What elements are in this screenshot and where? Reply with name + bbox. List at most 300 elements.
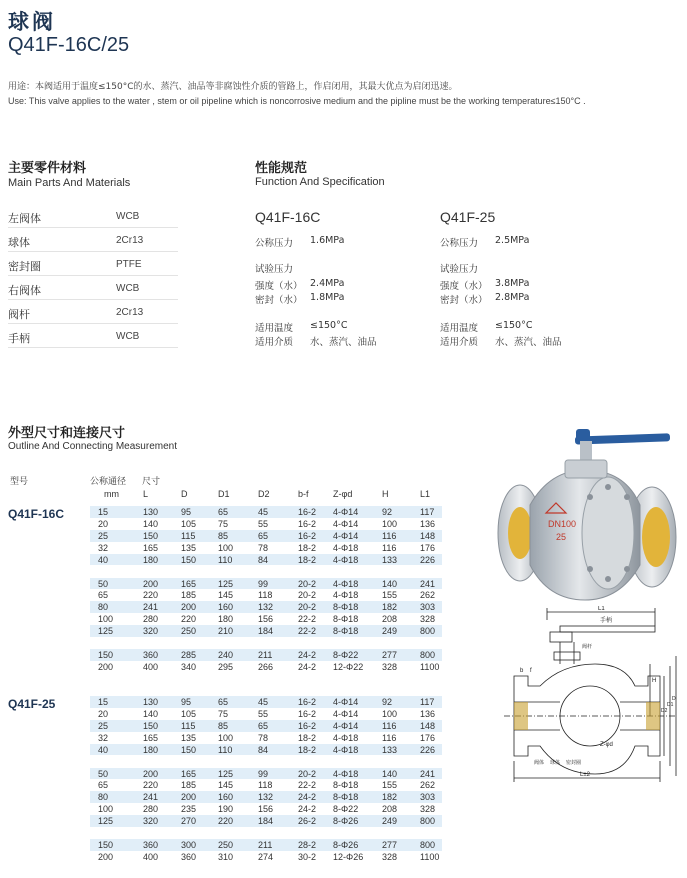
part-name: 密封圈 — [8, 260, 41, 273]
cell-d: 340 — [181, 661, 197, 672]
drawing-label-stem: 阀杆 — [582, 644, 593, 650]
spec-value: 水、蒸汽、油品 — [495, 337, 562, 348]
cell-l1: 148 — [420, 720, 436, 731]
drawing-label-l: L±2 — [580, 772, 590, 778]
spec-value: 1.6MPa — [310, 235, 345, 246]
cell-bf: 24-2 — [298, 650, 317, 660]
cell-d1: 220 — [218, 816, 234, 827]
cell-d: 270 — [181, 816, 197, 827]
table-model-label: Q41F-16C — [8, 507, 65, 521]
cell-l: 241 — [143, 602, 159, 613]
cell-l1: 800 — [420, 840, 436, 850]
cell-h: 133 — [382, 554, 398, 565]
cell-l: 180 — [143, 554, 159, 565]
cell-d2: 132 — [258, 792, 274, 803]
cell-dn: 25 — [98, 720, 109, 731]
cell-l1: 148 — [420, 530, 436, 541]
spec-label: 强度（水） — [440, 281, 488, 292]
cell-zd: 4-Φ18 — [333, 554, 359, 565]
cell-l: 320 — [143, 816, 159, 827]
cell-dn: 15 — [98, 507, 109, 517]
cell-d1: 100 — [218, 732, 234, 743]
cell-d1: 310 — [218, 851, 234, 862]
cell-l1: 1100 — [420, 851, 440, 862]
spec-label: 试验压力 — [255, 264, 294, 275]
cell-l: 150 — [143, 720, 159, 731]
cell-d2: 65 — [258, 530, 269, 541]
cell-d: 165 — [181, 768, 197, 779]
spec-label: 适用温度 — [440, 323, 479, 334]
cell-d2: 266 — [258, 661, 274, 672]
cell-d1: 125 — [218, 768, 234, 779]
cell-l1: 800 — [420, 816, 436, 827]
cell-l: 180 — [143, 744, 159, 755]
cell-bf: 20-2 — [298, 590, 317, 601]
cell-l1: 117 — [420, 507, 435, 517]
cell-d: 220 — [181, 614, 197, 625]
cell-l: 400 — [143, 661, 159, 672]
cell-l1: 136 — [420, 708, 436, 719]
cell-dn: 80 — [98, 792, 109, 803]
cell-d: 150 — [181, 744, 197, 755]
part-material: WCB — [116, 331, 140, 342]
cell-d1: 125 — [218, 578, 234, 589]
cell-l1: 303 — [420, 602, 436, 613]
cell-h: 92 — [382, 507, 393, 517]
cell-d2: 184 — [258, 816, 274, 827]
cell-d: 115 — [181, 720, 196, 731]
cell-d1: 85 — [218, 530, 229, 541]
cell-l1: 226 — [420, 744, 436, 755]
drawing-label-d2: D2 — [661, 708, 668, 714]
valve-photo — [490, 425, 685, 605]
cell-l1: 262 — [420, 590, 436, 601]
cell-dn: 65 — [98, 780, 109, 791]
cell-d2: 78 — [258, 542, 269, 553]
cell-d2: 99 — [258, 578, 269, 589]
cell-zd: 8-Φ22 — [333, 804, 359, 815]
cell-bf: 16-2 — [298, 530, 317, 541]
cell-d2: 211 — [258, 840, 273, 850]
cell-h: 182 — [382, 792, 398, 803]
cell-bf: 18-2 — [298, 732, 317, 743]
cell-zd: 4-Φ18 — [333, 578, 359, 589]
parts-row — [8, 228, 178, 252]
cell-l: 165 — [143, 732, 159, 743]
cell-l1: 241 — [420, 768, 436, 779]
cell-d1: 240 — [218, 650, 234, 660]
cell-l1: 241 — [420, 578, 436, 589]
cell-bf: 16-2 — [298, 720, 317, 731]
part-name: 球体 — [8, 236, 30, 249]
cell-d2: 118 — [258, 780, 273, 791]
cell-zd: 4-Φ18 — [333, 744, 359, 755]
column-header: H — [382, 489, 389, 499]
usage-cn: 用途：本阀适用于温度≤150°C的水、蒸汽、油品等非腐蚀性介质的管路上，作启闭用，其最大优点为启闭迅速。 — [8, 82, 458, 92]
technical-drawing — [500, 606, 680, 786]
spec-label: 公称压力 — [255, 238, 294, 249]
column-header: L1 — [420, 489, 431, 499]
cell-d2: 55 — [258, 518, 269, 529]
cell-d1: 100 — [218, 542, 234, 553]
cell-h: 100 — [382, 708, 398, 719]
table-model-label: Q41F-25 — [8, 697, 56, 711]
cell-zd: 4-Φ14 — [333, 530, 359, 541]
cell-dn: 80 — [98, 602, 109, 613]
column-header: D1 — [218, 489, 230, 499]
cell-zd: 4-Φ14 — [333, 697, 359, 707]
cell-h: 116 — [382, 720, 397, 731]
parts-list — [8, 204, 178, 348]
cell-l: 280 — [143, 614, 159, 625]
cell-d2: 184 — [258, 626, 274, 637]
cell-bf: 24-2 — [298, 804, 317, 815]
cell-bf: 24-2 — [298, 792, 317, 803]
cell-bf: 16-2 — [298, 507, 317, 517]
cell-dn: 100 — [98, 614, 114, 625]
cell-h: 100 — [382, 518, 398, 529]
cell-d2: 118 — [258, 590, 273, 601]
cell-h: 208 — [382, 804, 398, 815]
cell-l1: 117 — [420, 697, 435, 707]
parts-title-en: Main Parts And Materials — [8, 177, 131, 189]
cell-bf: 24-2 — [298, 661, 317, 672]
cell-bf: 26-2 — [298, 816, 317, 827]
cell-d: 95 — [181, 697, 192, 707]
cell-dn: 125 — [98, 816, 114, 827]
cell-d: 135 — [181, 732, 197, 743]
cell-bf: 28-2 — [298, 840, 317, 850]
cell-dn: 20 — [98, 518, 109, 529]
cell-zd: 12-Φ26 — [333, 851, 364, 862]
cell-d1: 210 — [218, 626, 234, 637]
cell-d2: 274 — [258, 851, 274, 862]
cell-d1: 145 — [218, 780, 234, 791]
drawing-label-ball: 球体 — [550, 760, 561, 766]
cell-d2: 45 — [258, 507, 269, 517]
header-model: 型号 — [10, 477, 29, 487]
cell-d: 185 — [181, 590, 197, 601]
column-header: Z-φd — [333, 489, 353, 499]
spec-label: 公称压力 — [440, 238, 479, 249]
cell-dn: 25 — [98, 530, 109, 541]
cell-d1: 75 — [218, 518, 229, 529]
page-model-title: Q41F-16C/25 — [8, 34, 130, 56]
cell-l: 140 — [143, 708, 159, 719]
cell-d: 105 — [181, 708, 197, 719]
cell-l: 220 — [143, 590, 159, 601]
spec-value: ≤150°C — [310, 320, 348, 331]
drawing-label-f: f — [530, 668, 532, 674]
cell-zd: 4-Φ14 — [333, 708, 359, 719]
cell-bf: 16-2 — [298, 697, 317, 707]
cell-zd: 4-Φ14 — [333, 518, 359, 529]
cell-d1: 75 — [218, 708, 229, 719]
cell-dn: 150 — [98, 650, 114, 660]
cell-dn: 40 — [98, 554, 109, 565]
spec-label: 适用介质 — [440, 337, 479, 348]
cell-d2: 55 — [258, 708, 269, 719]
cell-zd: 4-Φ14 — [333, 720, 359, 731]
cell-dn: 100 — [98, 804, 114, 815]
drawing-label-zphd: Z-φd — [600, 742, 613, 748]
cell-d: 235 — [181, 804, 197, 815]
cell-h: 277 — [382, 840, 398, 850]
cell-l1: 136 — [420, 518, 436, 529]
cell-h: 155 — [382, 590, 398, 601]
drawing-label-d: D — [672, 696, 676, 702]
drawing-label-l1: L1 — [598, 606, 605, 612]
cell-h: 133 — [382, 744, 398, 755]
spec-value: 2.5MPa — [495, 235, 530, 246]
cell-bf: 20-2 — [298, 602, 317, 613]
cell-l: 130 — [143, 697, 159, 707]
cell-zd: 4-Φ18 — [333, 768, 359, 779]
cell-d1: 65 — [218, 507, 229, 517]
drawing-label-d1: D1 — [667, 702, 674, 708]
cell-l: 360 — [143, 650, 159, 660]
cell-zd: 8-Φ26 — [333, 840, 359, 850]
cell-zd: 8-Φ18 — [333, 602, 359, 613]
cell-d1: 160 — [218, 792, 234, 803]
cell-l: 200 — [143, 578, 159, 589]
parts-row — [8, 276, 178, 300]
spec-title-en: Function And Specification — [255, 176, 385, 188]
cell-dn: 125 — [98, 626, 114, 637]
cell-l: 280 — [143, 804, 159, 815]
part-name: 右阀体 — [8, 284, 41, 297]
part-material: WCB — [116, 283, 140, 294]
dims-title-en: Outline And Connecting Measurement — [8, 441, 177, 452]
column-header: D — [181, 489, 188, 499]
drawing-label-seal: 密封圈 — [566, 760, 582, 766]
cell-d2: 78 — [258, 732, 269, 743]
cell-d: 95 — [181, 507, 192, 517]
cell-dn: 50 — [98, 578, 109, 589]
cell-bf: 22-2 — [298, 614, 317, 625]
cell-d: 300 — [181, 840, 197, 850]
spec-label: 强度（水） — [255, 281, 303, 292]
cell-zd: 4-Φ18 — [333, 590, 359, 601]
cell-d1: 190 — [218, 804, 234, 815]
part-name: 左阀体 — [8, 212, 41, 225]
cell-d: 360 — [181, 851, 197, 862]
cell-h: 92 — [382, 697, 393, 707]
cell-d1: 145 — [218, 590, 234, 601]
cell-h: 140 — [382, 578, 398, 589]
drawing-label-body: 阀体 — [534, 760, 545, 766]
cell-zd: 4-Φ18 — [333, 732, 359, 743]
cell-d: 285 — [181, 650, 197, 660]
cell-l: 165 — [143, 542, 159, 553]
cell-d: 165 — [181, 578, 197, 589]
spec-title-cn: 性能规范 — [255, 161, 308, 176]
cell-h: 155 — [382, 780, 398, 791]
column-header: D2 — [258, 489, 270, 499]
header-dn: 公称通径 — [90, 477, 127, 487]
cell-h: 328 — [382, 851, 398, 862]
cell-bf: 30-2 — [298, 851, 317, 862]
cell-d: 105 — [181, 518, 197, 529]
cell-l1: 328 — [420, 804, 436, 815]
cell-bf: 20-2 — [298, 578, 317, 589]
parts-title-cn: 主要零件材料 — [8, 161, 87, 176]
cell-zd: 8-Φ18 — [333, 614, 359, 625]
cell-l: 200 — [143, 768, 159, 779]
cell-l: 360 — [143, 840, 159, 850]
cell-h: 249 — [382, 626, 398, 637]
cell-dn: 200 — [98, 851, 114, 862]
cell-h: 140 — [382, 768, 398, 779]
cell-d: 250 — [181, 626, 197, 637]
spec-value: 2.8MPa — [495, 292, 530, 303]
cell-dn: 40 — [98, 744, 109, 755]
cell-h: 116 — [382, 542, 397, 553]
cell-dn: 15 — [98, 697, 109, 707]
cell-d1: 160 — [218, 602, 234, 613]
cell-dn: 32 — [98, 732, 109, 743]
cell-l1: 1100 — [420, 661, 440, 672]
cell-d2: 156 — [258, 804, 274, 815]
cell-l1: 176 — [420, 732, 436, 743]
cell-d2: 65 — [258, 720, 269, 731]
drawing-label-b: b — [520, 668, 524, 674]
spec-value: 3.8MPa — [495, 278, 530, 289]
cell-d2: 132 — [258, 602, 274, 613]
drawing-label-handle: 手柄 — [600, 618, 613, 624]
cell-l1: 303 — [420, 792, 436, 803]
cell-dn: 32 — [98, 542, 109, 553]
cell-h: 249 — [382, 816, 398, 827]
cell-d1: 180 — [218, 614, 234, 625]
cell-zd: 8-Φ18 — [333, 792, 359, 803]
cell-bf: 16-2 — [298, 518, 317, 529]
part-material: 2Cr13 — [116, 307, 144, 318]
spec-label: 适用介质 — [255, 337, 294, 348]
cell-d: 150 — [181, 554, 197, 565]
spec-value: 2.4MPa — [310, 278, 345, 289]
cell-l: 220 — [143, 780, 159, 791]
column-header: L — [143, 489, 149, 499]
spec-label: 密封（水） — [440, 295, 488, 306]
cell-l1: 262 — [420, 780, 436, 791]
cell-d1: 65 — [218, 697, 229, 707]
cell-d2: 84 — [258, 744, 269, 755]
cell-dn: 150 — [98, 840, 114, 850]
cell-d: 200 — [181, 602, 197, 613]
cell-bf: 18-2 — [298, 744, 317, 755]
cell-d1: 295 — [218, 661, 234, 672]
spec-value: 水、蒸汽、油品 — [310, 337, 377, 348]
cell-zd: 12-Φ22 — [333, 661, 364, 672]
cell-dn: 200 — [98, 661, 114, 672]
column-header: b-f — [298, 489, 309, 499]
parts-row — [8, 324, 178, 348]
parts-row — [8, 252, 178, 276]
spec-label: 密封（水） — [255, 295, 303, 306]
cell-d1: 110 — [218, 554, 233, 565]
page-title: 球阀 — [8, 10, 56, 34]
cell-l: 400 — [143, 851, 159, 862]
cell-l1: 226 — [420, 554, 436, 565]
cell-bf: 22-2 — [298, 780, 317, 791]
header-size: 尺寸 — [142, 477, 161, 487]
cell-d: 115 — [181, 530, 196, 541]
spec-model: Q41F-16C — [255, 209, 321, 225]
cell-d2: 211 — [258, 650, 273, 660]
cell-d2: 45 — [258, 697, 269, 707]
cell-l: 130 — [143, 507, 159, 517]
spec-value: ≤150°C — [495, 320, 533, 331]
cell-l1: 800 — [420, 650, 436, 660]
drawing-label-h: H — [652, 678, 657, 684]
cell-zd: 8-Φ18 — [333, 780, 359, 791]
cell-l1: 328 — [420, 614, 436, 625]
cell-h: 116 — [382, 732, 397, 743]
header-mm: mm — [104, 489, 119, 499]
cell-h: 208 — [382, 614, 398, 625]
cell-zd: 8-Φ26 — [333, 816, 359, 827]
part-material: PTFE — [116, 259, 142, 270]
cell-h: 182 — [382, 602, 398, 613]
cell-zd: 4-Φ14 — [333, 507, 359, 517]
cell-dn: 50 — [98, 768, 109, 779]
cell-h: 277 — [382, 650, 398, 660]
usage-en: Use: This valve applies to the water , stem or oil pipeline which is noncorrosive medium and the pipline must be the working temperature≤150°C . — [8, 96, 586, 106]
cell-d1: 85 — [218, 720, 229, 731]
cell-d1: 110 — [218, 744, 233, 755]
body-marking-2: 25 — [556, 532, 567, 542]
cell-l: 320 — [143, 626, 159, 637]
cell-d: 185 — [181, 780, 197, 791]
spec-block-16c — [255, 209, 425, 349]
spec-model: Q41F-25 — [440, 209, 496, 225]
cell-dn: 20 — [98, 708, 109, 719]
cell-h: 328 — [382, 661, 398, 672]
cell-l: 150 — [143, 530, 159, 541]
body-marking: DN100 — [548, 519, 577, 529]
part-name: 阀杆 — [8, 308, 30, 321]
parts-row — [8, 204, 178, 228]
cell-l1: 800 — [420, 626, 436, 637]
cell-l: 140 — [143, 518, 159, 529]
spec-label: 试验压力 — [440, 264, 479, 275]
spec-block-25 — [440, 209, 610, 349]
cell-bf: 16-2 — [298, 708, 317, 719]
parts-row — [8, 300, 178, 324]
cell-d2: 156 — [258, 614, 274, 625]
dims-title-cn: 外型尺寸和连接尺寸 — [8, 426, 126, 441]
cell-dn: 65 — [98, 590, 109, 601]
cell-d2: 99 — [258, 768, 269, 779]
cell-d: 135 — [181, 542, 197, 553]
cell-zd: 4-Φ18 — [333, 542, 359, 553]
part-material: WCB — [116, 211, 140, 222]
part-name: 手柄 — [8, 332, 30, 345]
cell-bf: 22-2 — [298, 626, 317, 637]
part-material: 2Cr13 — [116, 235, 144, 246]
cell-zd: 8-Φ18 — [333, 626, 359, 637]
cell-h: 116 — [382, 530, 397, 541]
spec-value: 1.8MPa — [310, 292, 345, 303]
cell-l: 241 — [143, 792, 159, 803]
cell-d: 200 — [181, 792, 197, 803]
cell-bf: 18-2 — [298, 554, 317, 565]
cell-bf: 18-2 — [298, 542, 317, 553]
spec-label: 适用温度 — [255, 323, 294, 334]
cell-d2: 84 — [258, 554, 269, 565]
cell-zd: 8-Φ22 — [333, 650, 359, 660]
